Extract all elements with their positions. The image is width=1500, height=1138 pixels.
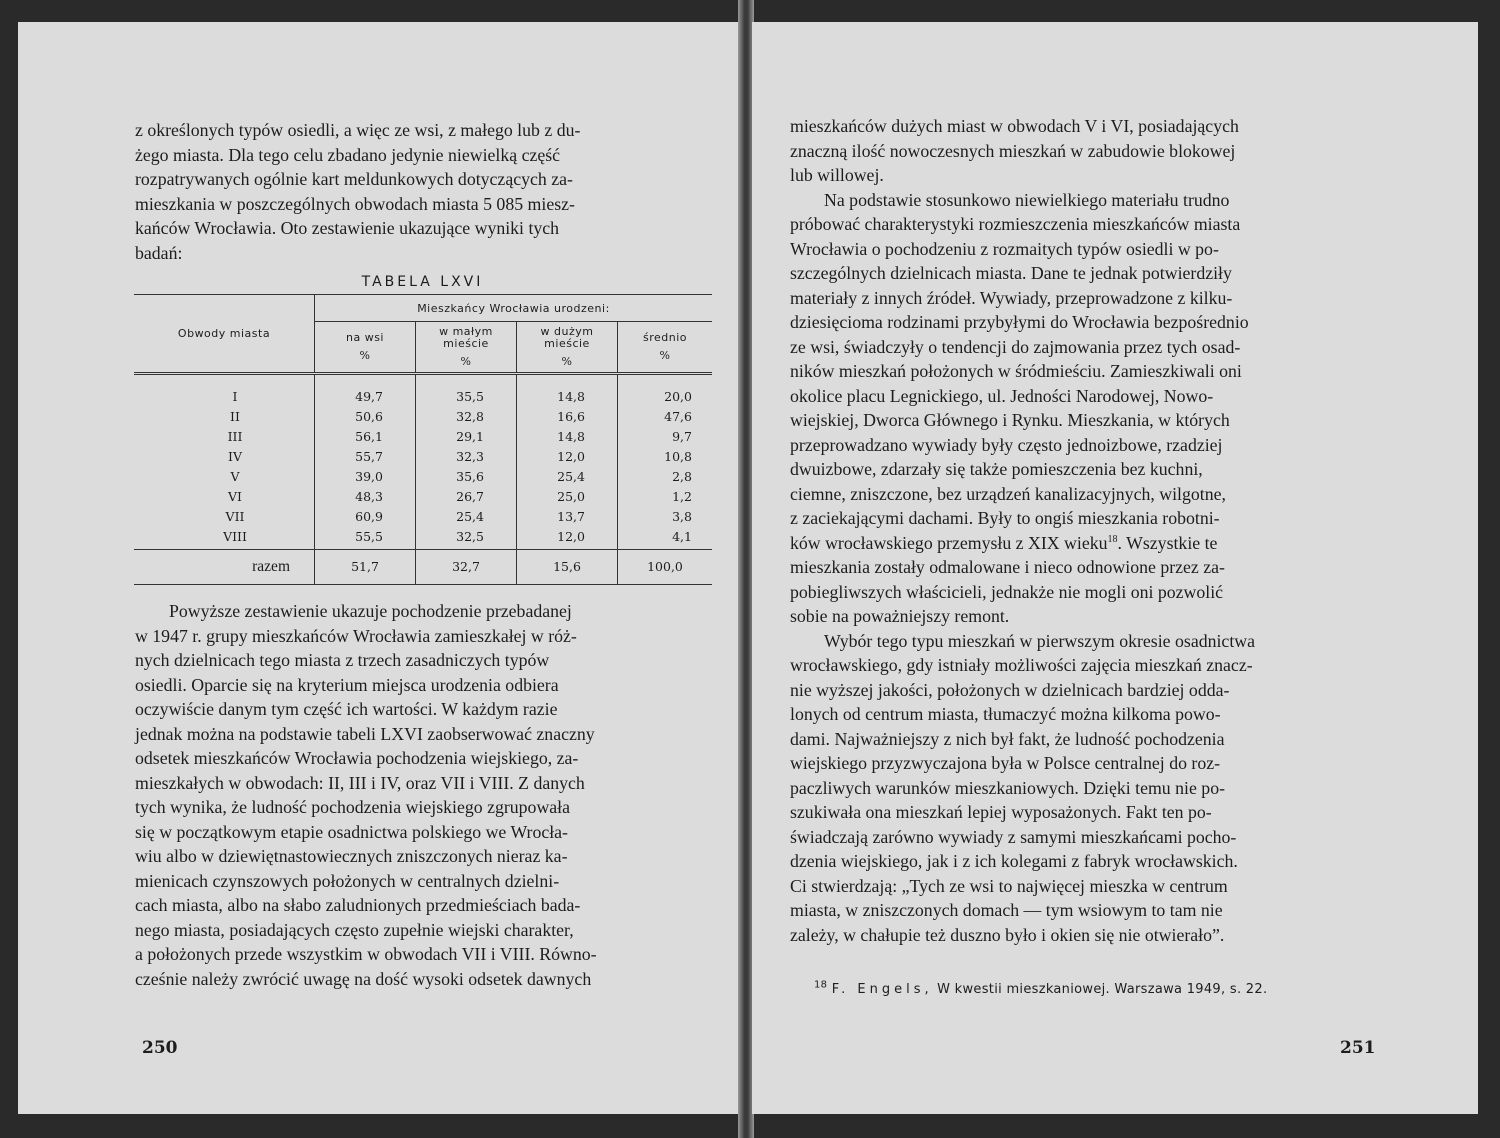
table-title: TABELA LXVI xyxy=(361,274,484,290)
value-cell: 13,7 xyxy=(517,507,618,527)
text-line: się w początkowym etapie osadnictwa polskiego we Wrocła- xyxy=(135,821,568,842)
value-cell: 9,7 xyxy=(618,427,713,447)
text-line: Powyższe zestawienie ukazuje pochodzenie przebadanej xyxy=(169,601,572,621)
footnote-ref: 18 xyxy=(1107,533,1118,545)
text-line: w 1947 r. grupy mieszkańców Wrocławia zamieszkałej w róż- xyxy=(135,625,577,646)
text-line: dziesięcioma rodzinami przybyłymi do Wrocławia bezpośrednio xyxy=(790,312,1249,332)
value-cell: 14,8 xyxy=(517,427,618,447)
text-line: mieszkańców dużych miast w obwodach V i VI, posiadających xyxy=(790,116,1239,136)
value-cell: 39,0 xyxy=(315,467,416,487)
text-line: ników mieszkań położonych w śródmieściu. Zamieszkiwali oni xyxy=(790,361,1242,381)
text-line: szczególnych dzielnicach miasta. Dane te jednak potwierdziły xyxy=(790,263,1232,283)
text-line: tych wynika, że ludność pochodzenia wiejskiego zgrupowała xyxy=(135,797,571,817)
value-cell: 32,3 xyxy=(416,447,517,467)
page-number-left: 250 xyxy=(142,1038,178,1058)
text-line: dzenia wiejskiego, jak i z ich kolegami z fabryk wrocławskich. xyxy=(790,851,1238,871)
district-cell: I xyxy=(232,389,238,404)
table-row xyxy=(134,527,712,550)
value-cell: 14,8 xyxy=(517,374,618,408)
text-line: mieszkałych w obwodach: II, III i IV, oraz VII i VIII. Z danych xyxy=(135,772,585,793)
value-cell: 56,1 xyxy=(315,427,416,447)
text-line: kańców Wrocławia. Oto zestawienie ukazujące wyniki tych xyxy=(135,218,560,238)
text-line: Ci stwierdzają: „Tych ze wsi to najwięcej mieszka w centrum xyxy=(790,875,1228,896)
text-line: wrocławskiego, gdy istniały możliwości zajęcia mieszkań znacz- xyxy=(790,655,1253,675)
value-cell: 25,4 xyxy=(416,507,517,527)
value-cell: 25,0 xyxy=(517,487,618,507)
text-line: nych dzielnicach tego miasta z trzech zasadniczych typów xyxy=(135,650,550,670)
text-line: dami. Najważniejszy z nich był fakt, że ludność pochodzenia xyxy=(790,728,1225,749)
text-line: znaczną ilość nowoczesnych mieszkań w zabudowie blokowej xyxy=(790,140,1236,161)
value-cell: 20,0 xyxy=(618,374,713,408)
text-line: oczywiście danym tym część ich wartości. W każdym razie xyxy=(135,699,558,719)
header-srednio: średnio % xyxy=(618,322,713,374)
text-line: przeprowadzano wywiady były często jednoizbowe, rzadziej xyxy=(790,434,1223,455)
text-line: mienicach czynszowych położonych w centralnych dzielni- xyxy=(135,870,560,891)
left-top-paragraph xyxy=(135,118,705,265)
total-value-cell: 100,0 xyxy=(618,550,713,585)
text-line: z zaciekającymi dachami. Były to ongiś mieszkania robotni- xyxy=(790,508,1220,528)
text-line: osiedli. Oparcie się na kryterium miejsca urodzenia odbiera xyxy=(135,674,559,695)
text-line: materiały z innych źródeł. Wywiady, przeprowadzone z kilku- xyxy=(790,287,1233,308)
data-table-wrap xyxy=(134,294,712,585)
right-page xyxy=(752,22,1478,1114)
text-line: badań: xyxy=(135,242,183,263)
text-line: jednak można na podstawie tabeli LXVI zaobserwować znaczny xyxy=(135,723,595,744)
value-cell: 2,8 xyxy=(618,467,713,487)
total-label: razem xyxy=(134,550,315,585)
text-line: lonych od centrum miasta, tłumaczyć można kilkoma powo- xyxy=(790,704,1221,724)
district-cell: VII xyxy=(225,509,245,524)
value-cell: 29,1 xyxy=(416,427,517,447)
table-row xyxy=(134,407,712,427)
text-line: cześnie należy zwrócić uwagę na dość wysoki odsetek dawnych xyxy=(135,968,592,989)
text-line: a położonych przede wszystkim w obwodach VII i VIII. Równo- xyxy=(135,944,597,964)
value-cell: 60,9 xyxy=(315,507,416,527)
page-number-right: 251 xyxy=(1340,1038,1376,1058)
left-bottom-paragraph xyxy=(135,599,715,991)
value-cell: 50,6 xyxy=(315,407,416,427)
footnote xyxy=(814,979,1374,997)
text-line: żego miasta. Dla tego celu zbadano jedynie niewielką część xyxy=(135,144,561,165)
text-line: ciemne, zniszczone, bez urządzeń kanalizacyjnych, wilgotne, xyxy=(790,483,1226,504)
text-line: Wybór tego typu mieszkań w pierwszym okresie osadnictwa xyxy=(824,630,1255,651)
text-line: zależy, w chałupie też duszno było i okien się nie otwierało”. xyxy=(790,924,1225,945)
table-row xyxy=(134,487,712,507)
table-row xyxy=(134,447,712,467)
data-table xyxy=(134,294,712,585)
text-line: świadczają zarówno wywiady z samymi mieszkańcami pocho- xyxy=(790,826,1237,847)
header-na-wsi: na wsi % xyxy=(315,322,416,374)
value-cell: 32,5 xyxy=(416,527,517,550)
text-line: dwuizbowe, zdarzały się także pomieszczenia bez kuchni, xyxy=(790,459,1203,479)
table-body xyxy=(134,374,712,585)
value-cell: 3,8 xyxy=(618,507,713,527)
value-cell: 12,0 xyxy=(517,447,618,467)
table-row xyxy=(134,374,712,408)
value-cell: 48,3 xyxy=(315,487,416,507)
text-line: Wrocławia o pochodzeniu z rozmaitych typów osiedli w po- xyxy=(790,238,1219,259)
value-cell: 47,6 xyxy=(618,407,713,427)
text-line: cach miasta, albo na słabo zaludnionych przedmieściach bada- xyxy=(135,895,581,915)
text-line: próbować charakterystyki rozmieszczenia mieszkańców miasta xyxy=(790,214,1241,234)
total-value-cell: 32,7 xyxy=(416,550,517,585)
text-line: lub willowej. xyxy=(790,165,884,185)
text-line: wiu albo w dziewiętnastowiecznych zniszczonych nieraz ka- xyxy=(135,846,568,866)
text-line: z określonych typów osiedli, a więc ze wsi, z małego lub z du- xyxy=(135,120,581,140)
district-cell: V xyxy=(230,469,240,484)
right-body-text xyxy=(790,114,1380,947)
text-line: paczliwych warunków mieszkaniowych. Dzięki temu nie po- xyxy=(790,777,1226,798)
district-cell: VI xyxy=(228,489,242,504)
value-cell: 55,5 xyxy=(315,527,416,550)
text-line: mieszkania zostały odmalowane i nieco odnowione przez za- xyxy=(790,557,1225,577)
text-line: odsetek mieszkańców Wrocławia pochodzenia wiejskiego, za- xyxy=(135,748,579,768)
text-line: ków wrocławskiego przemysłu z XIX wieku$^{18}$. Wszystkie te xyxy=(790,532,1218,553)
text-line: wiejskiego przyzwyczajona była w Polsce centralnej do roz- xyxy=(790,753,1221,773)
value-cell: 1,2 xyxy=(618,487,713,507)
total-row xyxy=(134,550,712,585)
text-line: nie wyższej jakości, położonych w dzielnicach bardziej odda- xyxy=(790,679,1230,700)
total-value-cell: 15,6 xyxy=(517,550,618,585)
footnote-marker: 18 xyxy=(814,979,828,991)
left-page xyxy=(18,22,740,1114)
value-cell: 55,7 xyxy=(315,447,416,467)
table-row xyxy=(134,507,712,527)
table-row xyxy=(134,427,712,447)
text-line: Na podstawie stosunkowo niewielkiego materiału trudno xyxy=(824,189,1230,210)
text-line: mieszkania w poszczególnych obwodach miasta 5 085 miesz- xyxy=(135,193,575,214)
table-row xyxy=(134,467,712,487)
text-line: sobie na poważniejszy remont. xyxy=(790,606,1010,626)
district-cell: IV xyxy=(228,449,242,464)
total-value-cell: 51,7 xyxy=(315,550,416,585)
text-line: rozpatrywanych ogólnie kart meldunkowych dotyczących za- xyxy=(135,169,573,189)
text-line: miasta, w zniszczonych domach — tym wsiowym to tam nie xyxy=(790,900,1223,920)
value-cell: 25,4 xyxy=(517,467,618,487)
value-cell: 4,1 xyxy=(618,527,713,550)
value-cell: 16,6 xyxy=(517,407,618,427)
text-line: ze wsi, świadczyły o tendencji do zajmowania przez tych osad- xyxy=(790,336,1241,357)
text-line: okolice placu Legnickiego, ul. Jedności Narodowej, Nowo- xyxy=(790,385,1214,406)
value-cell: 35,5 xyxy=(416,374,517,408)
header-duze-miasto: w dużym mieście % xyxy=(517,322,618,374)
value-cell: 26,7 xyxy=(416,487,517,507)
value-cell: 10,8 xyxy=(618,447,713,467)
value-cell: 49,7 xyxy=(315,374,416,408)
district-cell: VIII xyxy=(223,529,247,544)
header-obwody: Obwody miasta xyxy=(134,295,315,374)
value-cell: 32,8 xyxy=(416,407,517,427)
header-male-miasto: w małym mieście % xyxy=(416,322,517,374)
text-line: szukiwała ona mieszkań lepiej wyposażonych. Fakt ten po- xyxy=(790,802,1212,822)
text-line: pobiegliwszych właścicieli, jednakże nie mogli oni pozwolić xyxy=(790,581,1224,602)
text-line: nego miasta, posiadających często zupełnie wiejski charakter, xyxy=(135,919,574,940)
header-group: Mieszkańcy Wrocławia urodzeni: xyxy=(315,295,713,322)
value-cell: 12,0 xyxy=(517,527,618,550)
district-cell: II xyxy=(230,409,240,424)
district-cell: III xyxy=(227,429,243,444)
text-line: wiejskiej, Dworca Głównego i Rynku. Mieszkania, w których xyxy=(790,410,1230,430)
value-cell: 35,6 xyxy=(416,467,517,487)
footnote-author: F. Engels, xyxy=(831,982,933,997)
footnote-text: W kwestii mieszkaniowej. Warszawa 1949, s. 22. xyxy=(937,982,1268,997)
